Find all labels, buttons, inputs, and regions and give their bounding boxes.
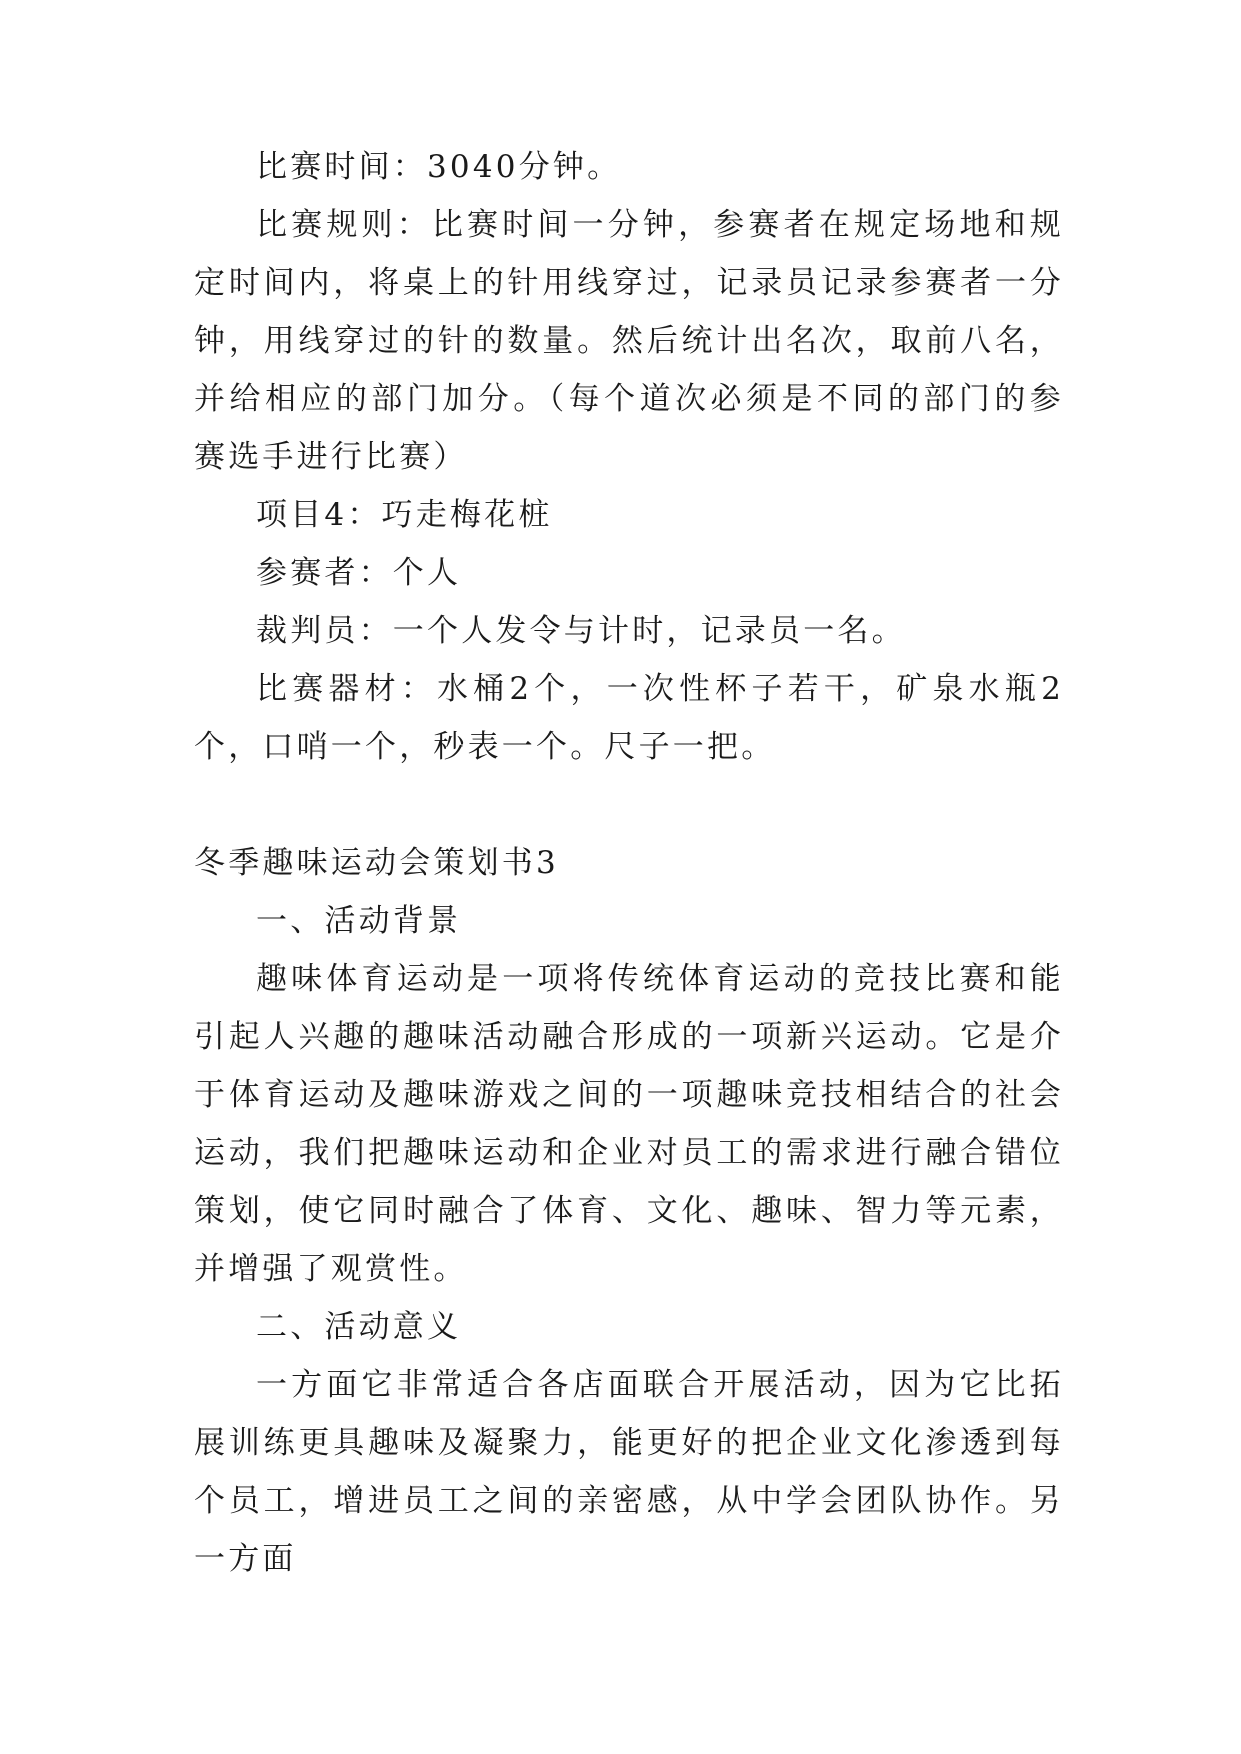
document-title: 冬季趣味运动会策划书3: [194, 845, 559, 881]
equipment: 比赛器材：水桶2个，一次性杯子若干，矿泉水瓶2个，口哨一个，秒表一个。尺子一把。: [194, 671, 1064, 765]
background-paragraph: 趣味体育运动是一项将传统体育运动的竞技比赛和能引起人兴趣的趣味活动融合形成的一项新兴运动。它是介于体育运动及趣味游戏之间的一项趣味竞技相结合的社会运动，我们把趣味运动和企业对员工的需求进行融合错位策划，使它同时融合了体育、文化、趣味、智力等元素，并增强了观赏性。: [194, 961, 1064, 1287]
competition-time: 比赛时间：3040分钟。: [256, 149, 622, 185]
significance-paragraph: 一方面它非常适合各店面联合开展活动，因为它比拓展训练更具趣味及凝聚力，能更好的把企业文化渗透到每个员工，增进员工之间的亲密感，从中学会团队协作。另一方面: [194, 1367, 1064, 1577]
referee: 裁判员：一个人发令与计时，记录员一名。: [256, 613, 906, 649]
item-4-title: 项目4：巧走梅花桩: [256, 497, 553, 533]
significance-heading: 二、活动意义: [256, 1309, 462, 1345]
participants: 参赛者：个人: [256, 555, 462, 591]
section-gap: [194, 776, 1064, 834]
background-heading: 一、活动背景: [256, 903, 462, 939]
document-body: [194, 138, 1064, 1588]
competition-rules: 比赛规则：比赛时间一分钟，参赛者在规定场地和规定时间内，将桌上的针用线穿过，记录员记录参赛者一分钟，用线穿过的针的数量。然后统计出名次，取前八名，并给相应的部门加分。（每个道次必须是不同的部门的参赛选手进行比赛）: [194, 207, 1064, 475]
